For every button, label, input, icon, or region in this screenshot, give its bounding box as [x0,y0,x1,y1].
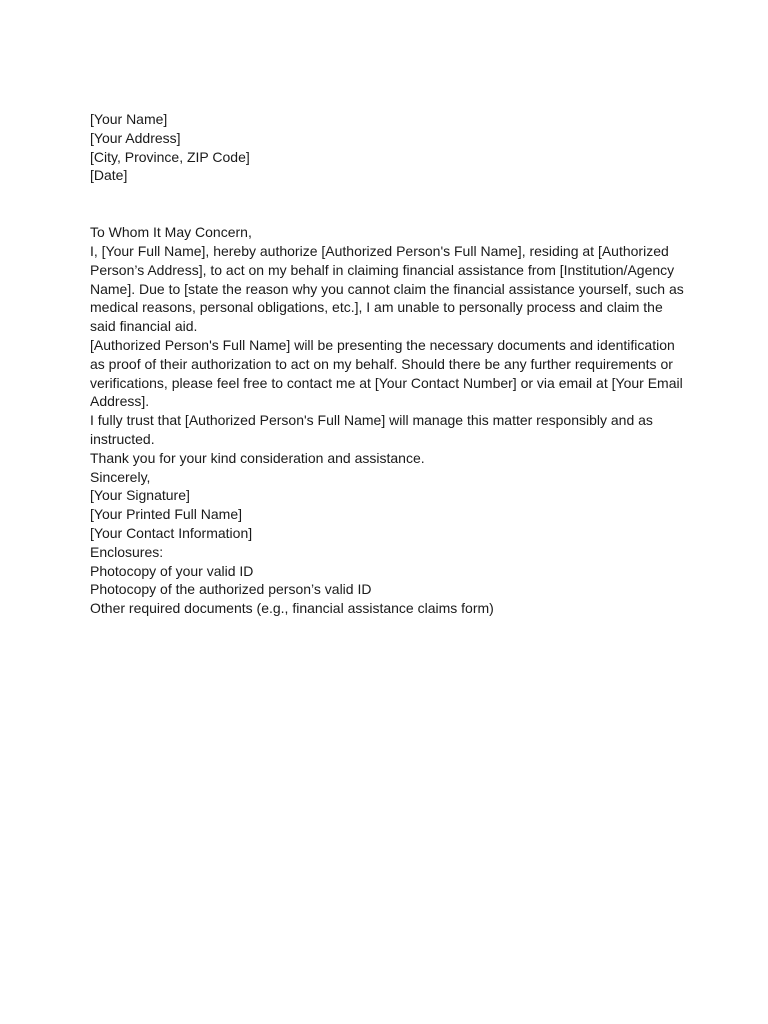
paragraph-line: instructed. [90,430,155,447]
enclosure-item: Photocopy of the authorized person’s valid ID [90,581,372,598]
sender-name: [Your Name] [90,111,168,127]
paragraph-line: as proof of their authorization to act on my behalf. Should there be any further requirements or [90,355,673,372]
sender-block [90,110,690,185]
closing-printed-name: [Your Printed Full Name] [90,506,242,523]
enclosure-item: Other required documents (e.g., financial assistance claims form) [90,600,494,617]
paragraph-line: said financial aid. [90,318,198,335]
paragraph-trust [90,411,690,449]
paragraph-line: [Authorized Person's Full Name] will be presenting the necessary documents and identification [90,336,675,353]
letter-date: [Date] [90,167,128,184]
sender-address: [Your Address] [90,129,181,146]
paragraph-line: medical reasons, personal obligations, etc.], I am unable to personally process and claim the [90,299,663,316]
closing-block [90,468,690,543]
paragraph-line: Address]. [90,393,150,410]
letter-body [90,110,690,618]
paragraph-line: verifications, please feel free to contact me at [Your Contact Number] or via email at [Your Email [90,374,683,391]
paragraph-line: I fully trust that [Authorized Person's Full Name] will manage this matter responsibly and as [90,412,653,429]
paragraph-line: Person’s Address], to act on my behalf in claiming financial assistance from [Institution/Agency [90,261,675,278]
paragraph-line: I, [Your Full Name], hereby authorize [Authorized Person's Full Name], residing at [Authorized [90,242,669,259]
spacer [90,185,690,223]
closing-signature: [Your Signature] [90,487,190,504]
paragraph-thanks: Thank you for your kind consideration and assistance. [90,449,425,466]
paragraph-documents [90,336,690,411]
sender-city: [City, Province, ZIP Code] [90,148,250,165]
closing-contact-info: [Your Contact Information] [90,524,253,541]
enclosures-block [90,543,690,618]
paragraph-authorization [90,242,690,336]
enclosure-item: Photocopy of your valid ID [90,562,254,579]
salutation: To Whom It May Concern, [90,224,252,241]
paragraph-line: Name]. Due to [state the reason why you cannot claim the financial assistance yourself, such as [90,280,684,297]
closing-sincerely: Sincerely, [90,468,151,485]
enclosures-heading: Enclosures: [90,543,164,560]
